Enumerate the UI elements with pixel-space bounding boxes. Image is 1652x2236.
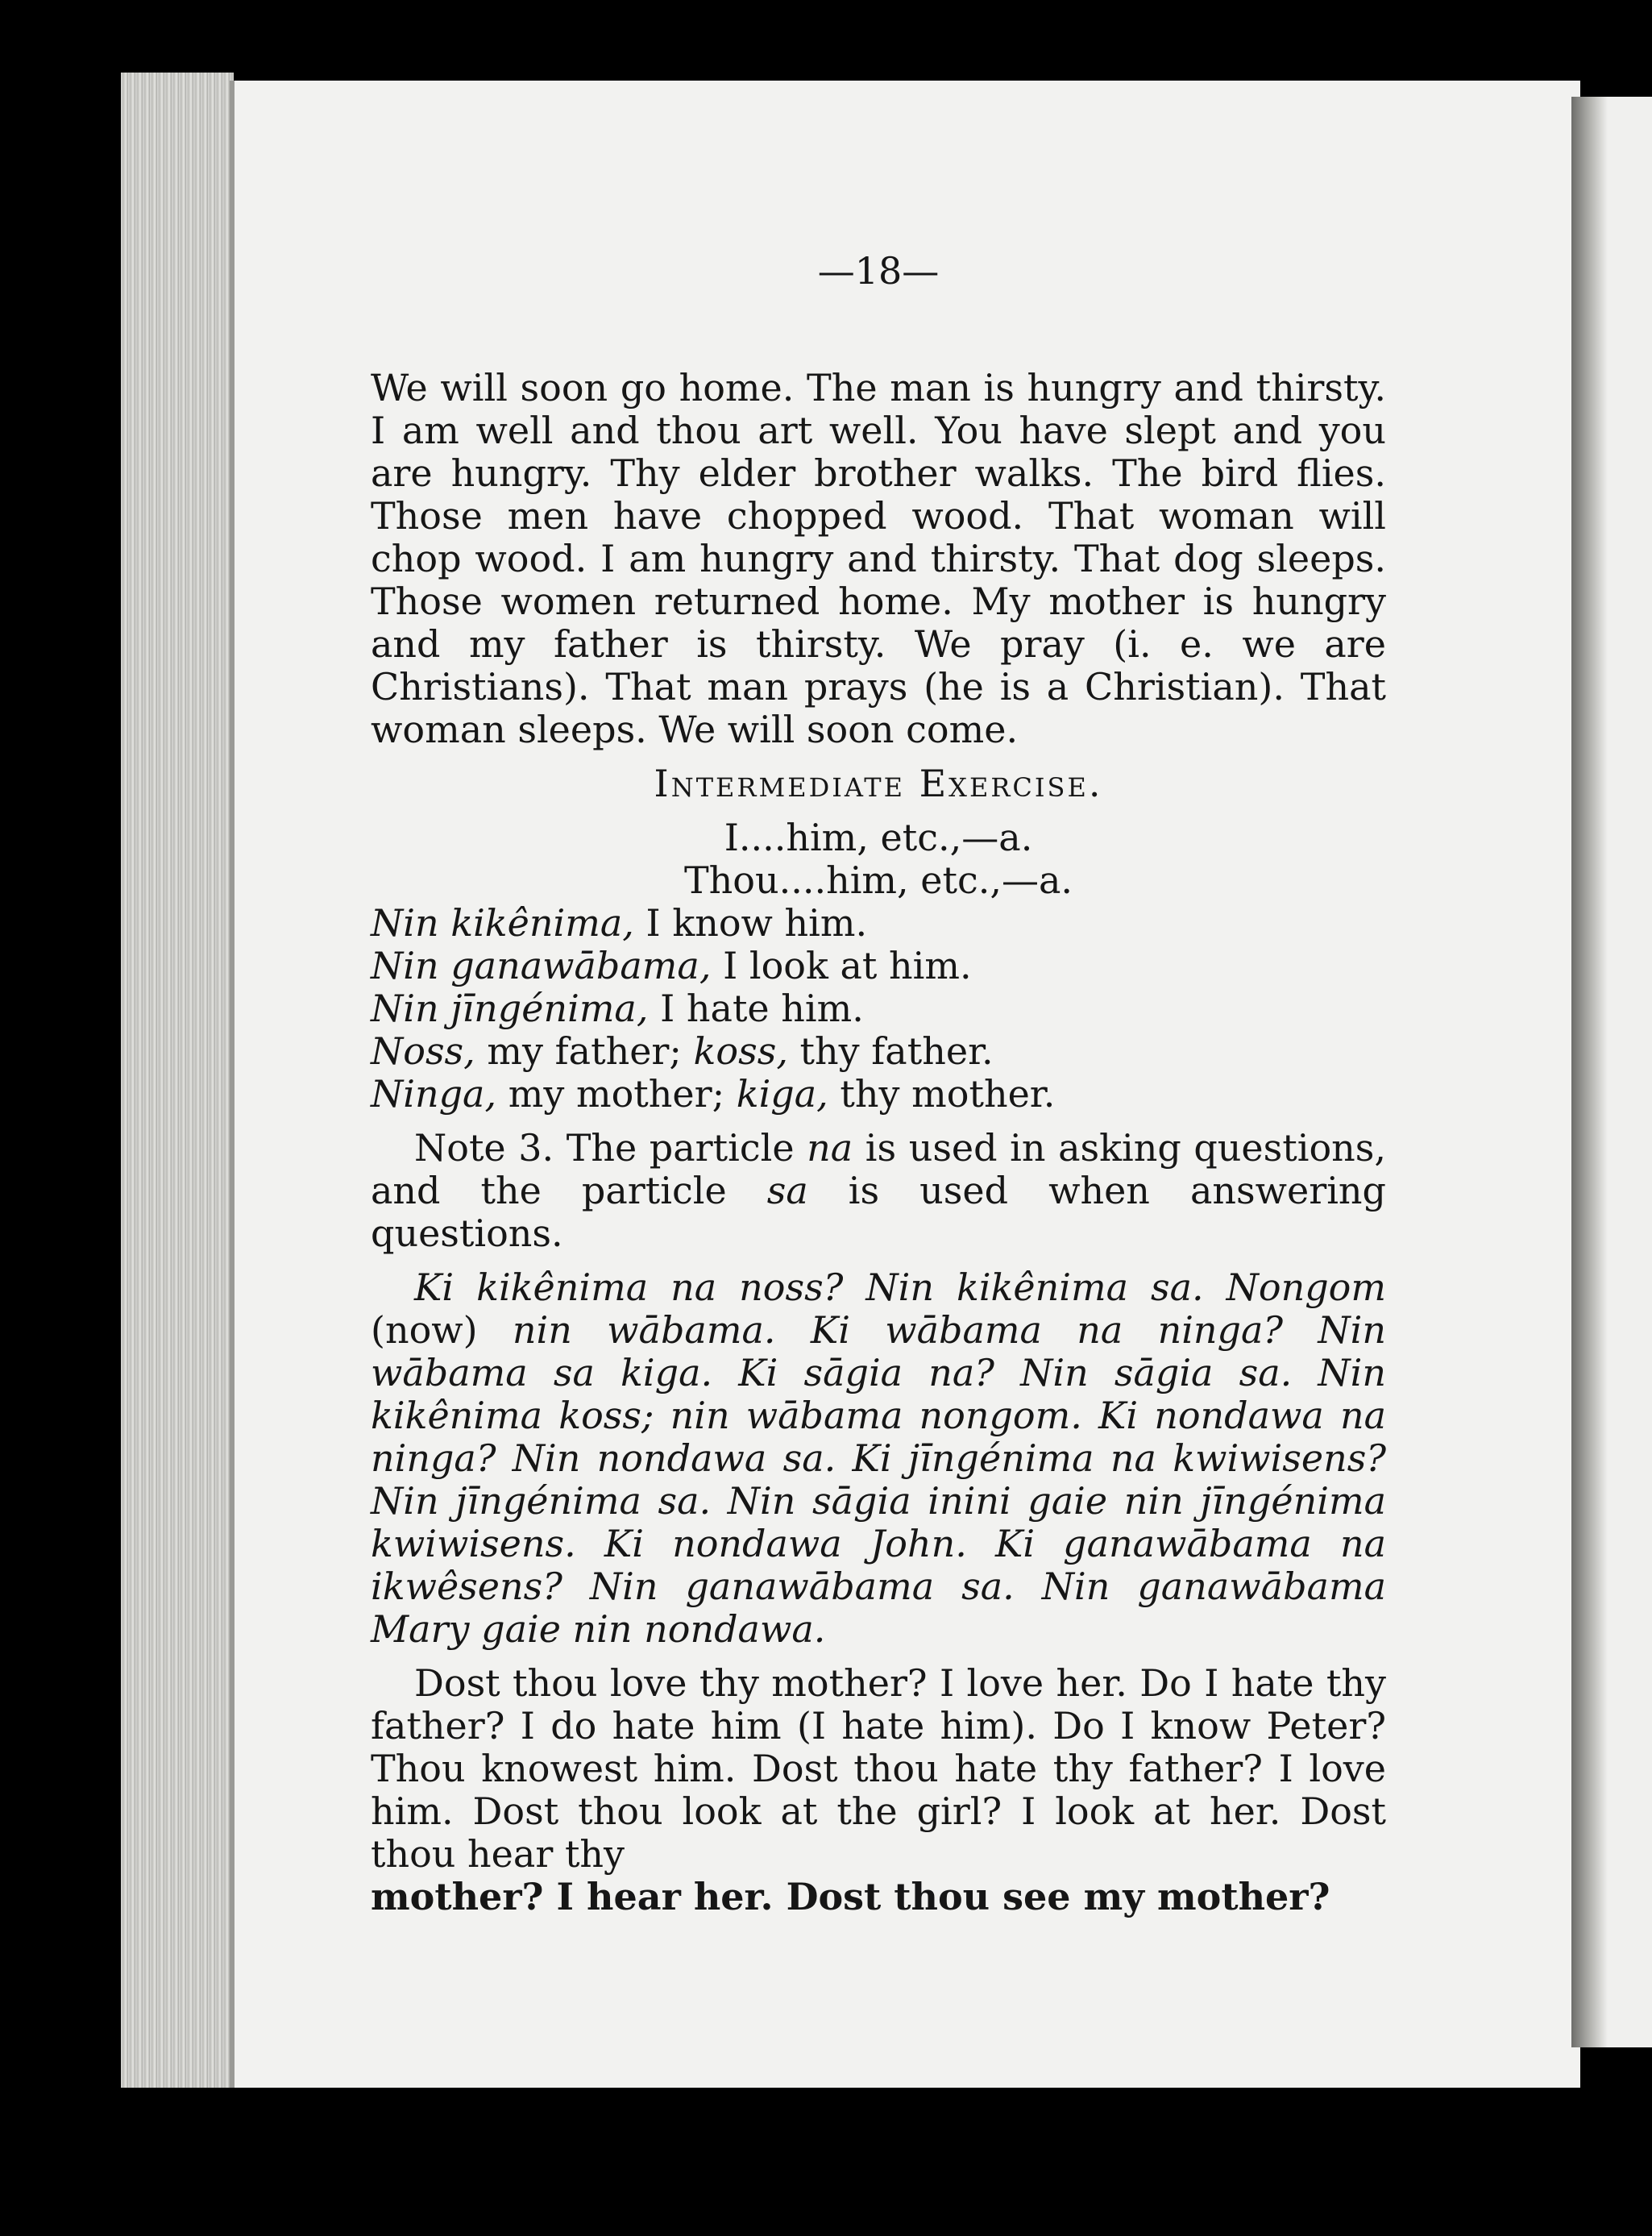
native-text: nin wābama. Ki wābama na ninga? Nin wābama sa kiga. Ki sāgia na? Nin sāgia sa. Nin kikênima koss; nin wābama nongom. Ki nondawa na ninga? Nin nondawa sa. Ki jīngénima na kwiwisens? Nin jīngénima sa. Nin sāgia inini gaie nin jīngénima kwiwisens. Ki nondawa John. Ki ganawābama na ikwêsens? Nin ganawābama sa. Nin ganawābama Mary gaie nin nondawa. <box>371 1308 1386 1651</box>
vocab-native: Nin ganawābama, <box>371 944 712 987</box>
particle-sa: sa <box>766 1169 808 1212</box>
particle-na: na <box>807 1126 853 1170</box>
note-paragraph <box>371 1127 1386 1255</box>
english-exercise-last-line: mother? I hear her. Dost thou see my mother? <box>371 1875 1330 1918</box>
section-heading: Intermediate Exercise. <box>654 762 1103 805</box>
book-gutter-shadow <box>1571 97 1652 2047</box>
pattern-line-1: I....him, etc.,—a. <box>724 816 1033 859</box>
gloss-text: (now) <box>371 1308 513 1352</box>
vocab-english: I look at him. <box>711 944 972 987</box>
exercise-paragraph: We will soon go home. The man is hungry and thirsty. I am well and thou art well. You have slept and you are hungry. Thy elder brother walks. The bird flies. Those men have chopped wood. That woman will chop wood. I am hungry and thirsty. That dog sleeps. Those women returned home. My mother is hungry and my father is thirsty. We pray (i. e. we are Christians). That man prays (he is a Christian). That woman sleeps. We will soon come. <box>371 366 1386 751</box>
vocab-native: kiga, <box>736 1072 828 1116</box>
book-page-edges <box>121 73 234 2104</box>
vocab-line <box>371 987 1386 1030</box>
vocab-line <box>371 1030 1386 1073</box>
vocab-english: I hate him. <box>648 987 864 1030</box>
vocab-native: Noss, <box>371 1029 475 1073</box>
vocab-line <box>371 902 1386 945</box>
native-exercise-paragraph <box>371 1266 1386 1651</box>
pattern-line-2: Thou....him, etc.,—a. <box>683 858 1073 902</box>
page-text <box>371 250 1386 1930</box>
scan-background <box>0 2088 1652 2236</box>
vocab-english: my father; <box>475 1029 694 1073</box>
note-text: is used when answering questions. <box>371 1169 1387 1255</box>
vocab-english: my mother; <box>496 1072 737 1116</box>
page-number: —18— <box>817 249 940 293</box>
vocab-english: thy father. <box>787 1029 994 1073</box>
vocab-native: Nin kikênima, <box>371 901 634 945</box>
note-label: Note 3. <box>414 1126 554 1170</box>
vocab-native: Ninga, <box>371 1072 497 1116</box>
note-text: is used in asking questions, and the particle <box>371 1126 1386 1212</box>
vocab-native: Nin jīngénima, <box>371 987 649 1030</box>
vocab-line <box>371 945 1386 987</box>
vocab-line <box>371 1073 1386 1116</box>
vocab-english: thy mother. <box>828 1072 1056 1116</box>
vocab-english: I know him. <box>633 901 868 945</box>
native-text: Ki kikênima na noss? Nin kikênima sa. Nongom <box>414 1266 1386 1309</box>
english-exercise-paragraph: Dost thou love thy mother? I love her. Do I hate thy father? I do hate him (I hate him). Do I know Peter? Thou knowest him. Dost thou hate thy father? I love him. Dost thou look at the girl? I look at her. Dost thou hear thy <box>371 1661 1386 1876</box>
note-text: The particle <box>554 1126 807 1170</box>
vocab-native: koss, <box>693 1029 788 1073</box>
